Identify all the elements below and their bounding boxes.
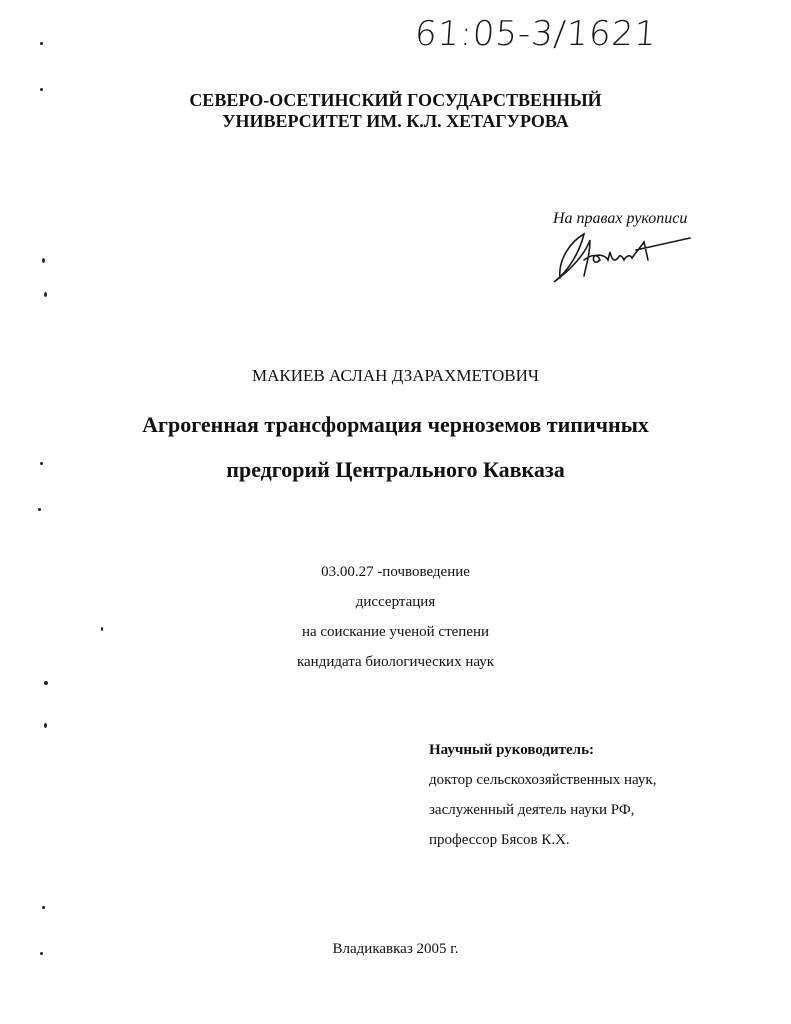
- university-name: [0, 90, 791, 132]
- manuscript-note: На правах рукописи: [553, 210, 688, 227]
- title-line-1: Агрогенная трансформация черноземов типичных: [142, 412, 649, 437]
- specialty-block: [0, 557, 791, 677]
- supervisor-label: Научный руководитель:: [429, 742, 594, 758]
- specialty-code: 03.00.27 -почвоведение: [321, 564, 470, 580]
- title-line-2: предгорий Центрального Кавказа: [226, 457, 565, 482]
- city-year: Владикавказ 2005 г.: [332, 941, 459, 957]
- supervisor-line-1: доктор сельскохозяйственных наук,: [429, 772, 657, 788]
- scan-speck: [42, 906, 45, 909]
- supervisor-line-3: профессор Бясов К.Х.: [429, 832, 570, 848]
- scan-speck: [101, 627, 103, 631]
- supervisor-block: [429, 735, 656, 855]
- scan-speck: [40, 42, 43, 45]
- archive-code-handwritten: 61:05-3/1621: [413, 14, 659, 54]
- scan-speck: [44, 723, 47, 728]
- scan-speck: [38, 508, 41, 511]
- scan-speck: [40, 462, 43, 465]
- scan-speck: [40, 952, 43, 955]
- work-purpose: на соискание ученой степени: [301, 624, 490, 640]
- scan-speck: [40, 88, 43, 91]
- supervisor-line-2: заслуженный деятель науки РФ,: [429, 802, 635, 818]
- university-line-2: УНИВЕРСИТЕТ ИМ. К.Л. ХЕТАГУРОВА: [222, 111, 569, 131]
- signature-icon: [540, 220, 710, 290]
- work-type: диссертация: [355, 594, 436, 610]
- scan-speck: [44, 292, 47, 297]
- scan-speck: [44, 681, 48, 685]
- dissertation-title: [0, 402, 791, 492]
- scan-speck: [42, 258, 45, 263]
- degree: кандидата биологических наук: [296, 654, 495, 670]
- author-name: МАКИЕВ АСЛАН ДЗАРАХМЕТОВИЧ: [252, 366, 539, 385]
- university-line-1: СЕВЕРО-ОСЕТИНСКИЙ ГОСУДАРСТВЕННЫЙ: [189, 90, 602, 110]
